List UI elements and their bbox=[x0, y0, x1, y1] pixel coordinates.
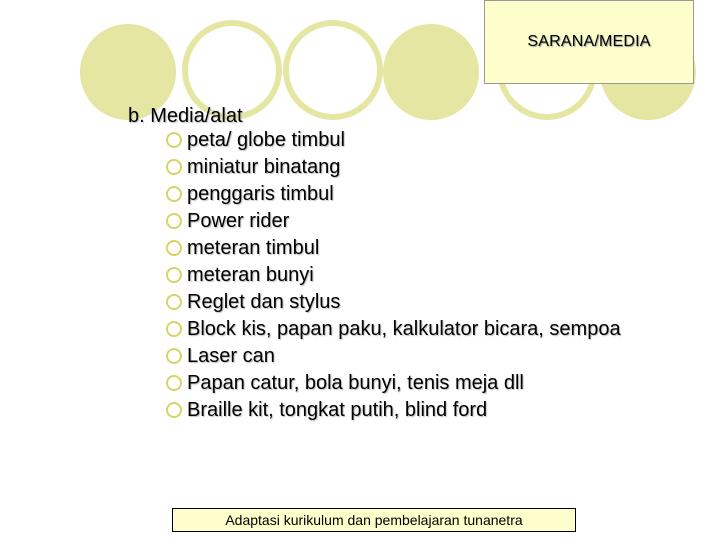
circle-bullet-icon bbox=[166, 159, 182, 175]
list-item-label: meteran timbul bbox=[187, 237, 320, 259]
circle-bullet-icon bbox=[166, 267, 182, 283]
list-item-label: Braille kit, tongkat putih, blind ford bbox=[187, 399, 488, 421]
list-item bbox=[166, 292, 626, 313]
list-item-label: meteran bunyi bbox=[187, 264, 314, 286]
list-item-label: Block kis, papan paku, kalkulator bicara, sempoa bbox=[187, 318, 621, 340]
list-item-label: penggaris timbul bbox=[187, 183, 334, 205]
list-item bbox=[166, 184, 626, 205]
list-item bbox=[166, 238, 626, 259]
list-item bbox=[166, 400, 626, 421]
slide-title: SARANA/MEDIA bbox=[527, 33, 651, 50]
circle-bullet-icon bbox=[166, 132, 182, 148]
title-box bbox=[484, 0, 694, 84]
section-heading: b. Media/alat bbox=[128, 105, 243, 127]
list-item bbox=[166, 265, 626, 286]
list-item bbox=[166, 157, 626, 178]
list-item-label: Laser can bbox=[187, 345, 275, 367]
list-item bbox=[166, 346, 626, 367]
list-item bbox=[166, 373, 626, 394]
circle-bullet-icon bbox=[166, 294, 182, 310]
list-item-label: miniatur binatang bbox=[187, 156, 341, 178]
circle-bullet-icon bbox=[166, 402, 182, 418]
circle-bullet-icon bbox=[166, 375, 182, 391]
media-list bbox=[166, 130, 626, 427]
circle-bullet-icon bbox=[166, 186, 182, 202]
footer-box bbox=[172, 508, 576, 532]
list-item-label: Papan catur, bola bunyi, tenis meja dll bbox=[187, 372, 524, 394]
circle-bullet-icon bbox=[166, 213, 182, 229]
circle-bullet-icon bbox=[166, 348, 182, 364]
circle-bullet-icon bbox=[166, 321, 182, 337]
circle-bullet-icon bbox=[166, 240, 182, 256]
decor-ring-2 bbox=[283, 20, 383, 120]
list-item-label: Power rider bbox=[187, 210, 290, 232]
list-item bbox=[166, 211, 626, 232]
decor-circle-2 bbox=[383, 24, 479, 120]
list-item-label: peta/ globe timbul bbox=[187, 129, 345, 151]
list-item-label: Reglet dan stylus bbox=[187, 291, 341, 313]
footer-text: Adaptasi kurikulum dan pembelajaran tunanetra bbox=[225, 512, 523, 528]
list-item bbox=[166, 319, 626, 340]
list-item bbox=[166, 130, 626, 151]
